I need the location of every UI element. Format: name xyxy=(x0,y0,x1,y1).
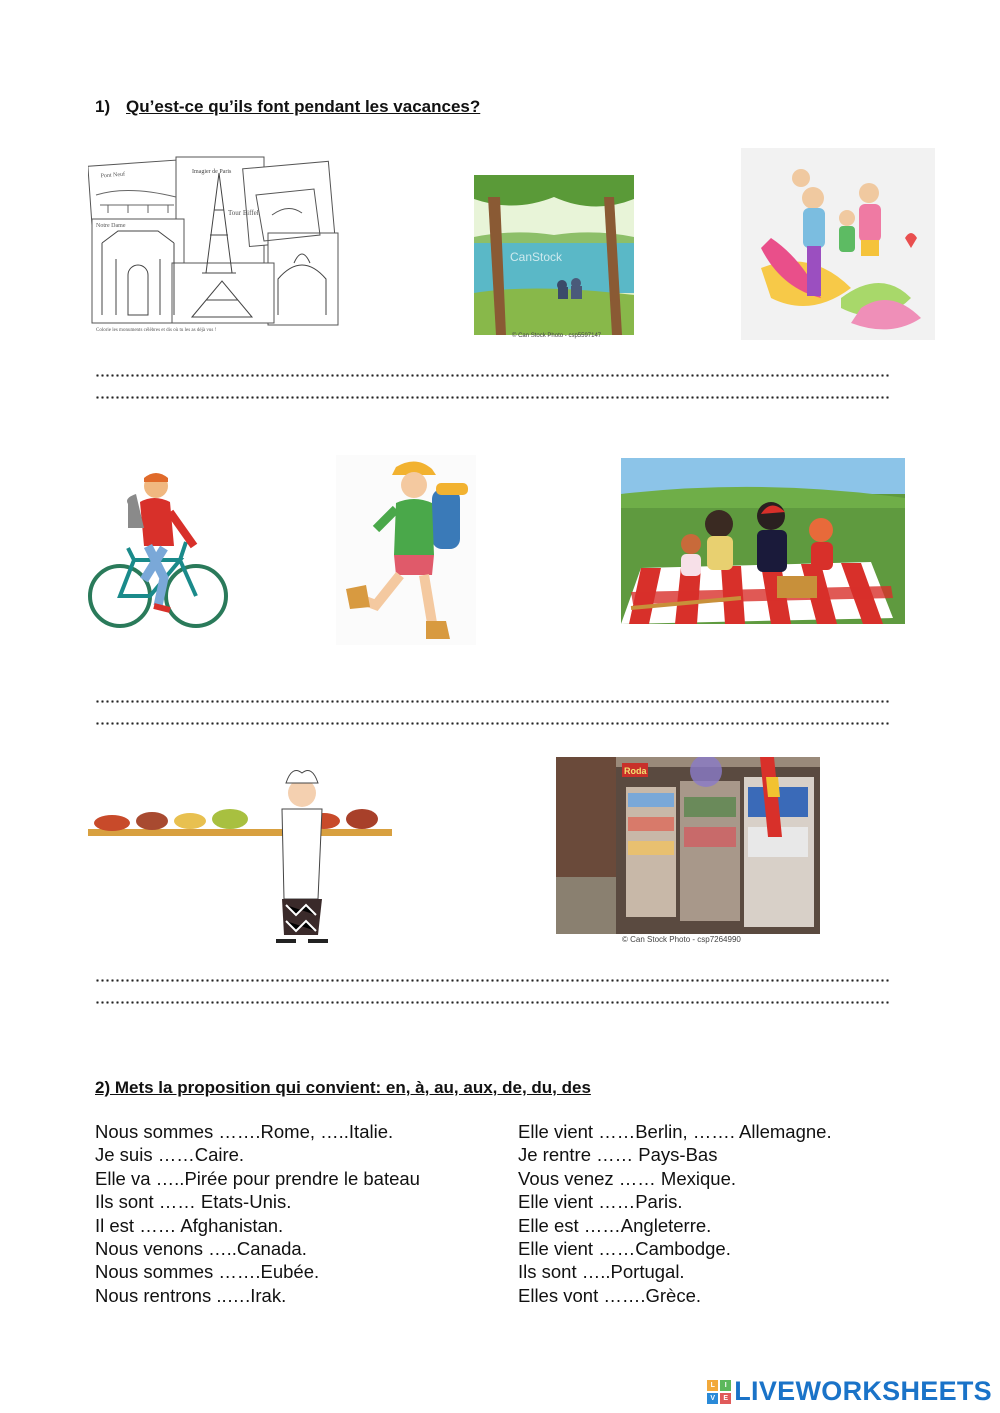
answer-line-1a[interactable] xyxy=(95,374,890,377)
section1-title: Qu’est-ce qu’ils font pendant les vacances? xyxy=(126,97,481,116)
exercise-left-5: Il est …… Afghanistan. xyxy=(95,1215,284,1236)
exercise-left-3: Elle va …..Pirée pour prendre le bateau xyxy=(95,1168,420,1189)
family-walk-image xyxy=(741,148,935,340)
exercise-left-6: Nous venons …..Canada. xyxy=(95,1238,307,1259)
logo-tile-l: L xyxy=(707,1380,718,1391)
monuments-label-1: Pont Neuf xyxy=(100,171,126,180)
exercise-left-1: Nous sommes …….Rome, …..Italie. xyxy=(95,1121,394,1142)
exercise-right-8: Elles vont …….Grèce. xyxy=(518,1285,702,1306)
exercise-right-4: Elle vient ……Paris. xyxy=(518,1191,683,1212)
lake-image-credit: © Can Stock Photo - csp5597147 xyxy=(512,333,602,339)
souvenir-shop-image xyxy=(556,757,820,934)
logo-text: LIVEWORKSHEETS xyxy=(734,1376,992,1406)
exercise-right-3: Vous venez …… Mexique. xyxy=(518,1168,736,1189)
section1-number: 1) xyxy=(95,97,111,116)
monuments-caption: Colorie les monuments célèbres et dis où tu les as déjà vus ! xyxy=(96,328,217,333)
logo-tile-e: E xyxy=(720,1393,731,1404)
exercise-right-6: Elle vient ……Cambodge. xyxy=(518,1238,731,1259)
liveworksheets-logo xyxy=(707,1376,992,1407)
exercise-right-2: Je rentre …… Pays-Bas xyxy=(518,1144,718,1165)
exercise-left-2: Je suis ……Caire. xyxy=(95,1144,245,1165)
exercise-left-8: Nous rentrons ..….Irak. xyxy=(95,1285,287,1306)
exercise-left-7: Nous sommes …….Eubée. xyxy=(95,1261,320,1282)
exercise-right-5: Elle est ……Angleterre. xyxy=(518,1215,712,1236)
answer-line-3a[interactable] xyxy=(95,979,890,982)
monuments-label-3: Notre Dame xyxy=(96,223,126,229)
cyclist-image xyxy=(84,468,232,634)
monuments-sheet-title: Imagier de Paris xyxy=(192,169,232,175)
section2-title: 2) Mets la proposition qui convient: en, à, au, aux, de, du, des xyxy=(95,1078,591,1097)
logo-tile-v: V xyxy=(707,1393,718,1404)
picnic-image xyxy=(621,458,905,624)
chef-image xyxy=(86,765,394,947)
answer-line-2b[interactable] xyxy=(95,722,890,725)
logo-tile-i: I xyxy=(720,1380,731,1391)
exercise-right-1: Elle vient ……Berlin, ……. Allemagne. xyxy=(518,1121,832,1142)
souvenir-image-credit: © Can Stock Photo - csp7264990 xyxy=(622,935,741,944)
hiker-image xyxy=(336,455,476,645)
shop-sign: Roda xyxy=(624,766,647,776)
exercise-right-7: Ils sont …..Portugal. xyxy=(518,1261,685,1282)
answer-line-3b[interactable] xyxy=(95,1001,890,1004)
logo-tiles-icon xyxy=(707,1380,731,1404)
exercise-left-4: Ils sont …… Etats-Unis. xyxy=(95,1191,292,1212)
monuments-label-2: Tour Eiffel xyxy=(228,209,259,217)
answer-line-2a[interactable] xyxy=(95,700,890,703)
lake-picnic-image xyxy=(474,175,634,335)
paris-monuments-image xyxy=(88,155,340,340)
answer-line-1b[interactable] xyxy=(95,396,890,399)
lake-watermark: CanStock xyxy=(510,250,563,264)
